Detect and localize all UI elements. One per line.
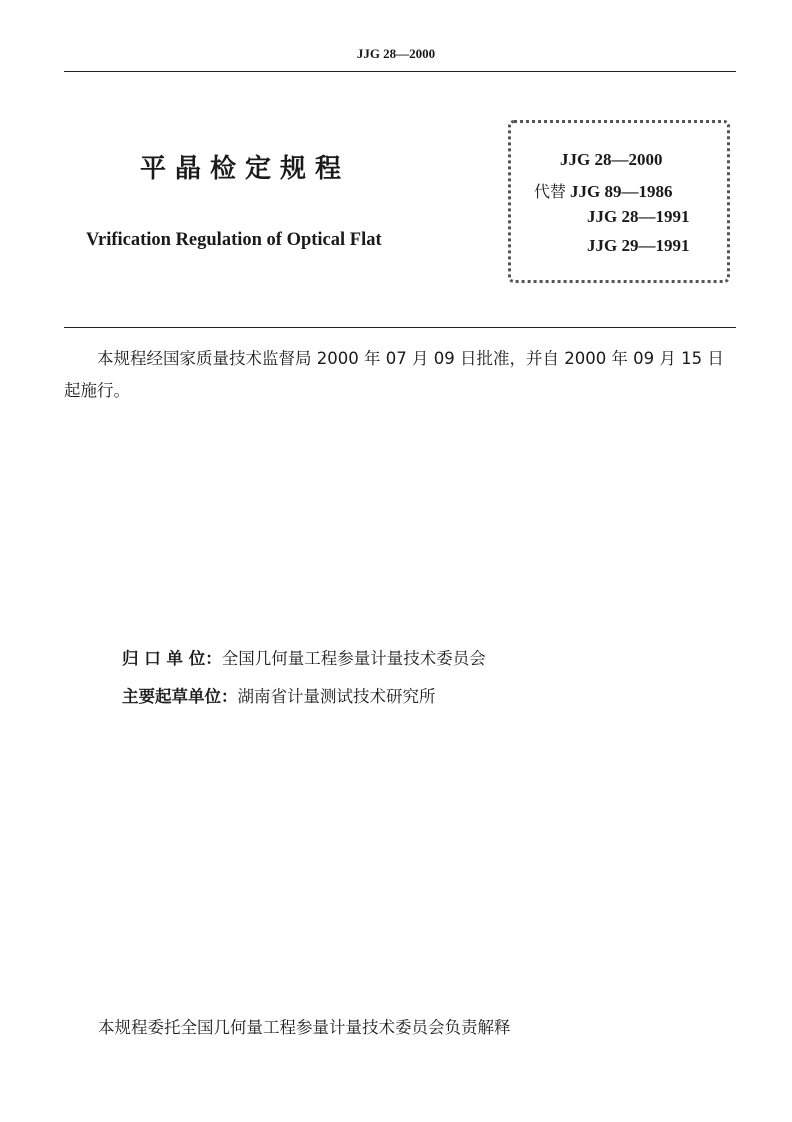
drafting-unit-value: 湖南省计量测试技术研究所 (237, 687, 436, 706)
interpretation-note: 本规程委托全国几何量工程参量计量技术委员会负责解释 (98, 1018, 511, 1037)
replaced-code-2: JJG 28—1991 (587, 207, 690, 226)
title-chinese: 平晶检定规程 (140, 154, 351, 184)
top-rule (64, 71, 736, 72)
title-english: Vrification Regulation of Optical Flat (86, 230, 382, 250)
replaced-code-3: JJG 29—1991 (587, 236, 690, 255)
code-box-line-2 (534, 179, 673, 202)
responsible-unit-field (122, 645, 486, 669)
responsible-unit-label: 归 口 单 位： (122, 649, 222, 668)
approval-statement: 本规程经国家质量技术监督局 2000 年 07 月 09 日批准，并自 2000 年 09 月 15 日起施行。 (64, 349, 724, 400)
header-standard-code: JJG 28—2000 (356, 46, 436, 61)
responsible-unit-value: 全国几何量工程参量计量技术委员会 (221, 649, 486, 668)
replaces-label: 代替 (534, 182, 567, 201)
code-box-line-1: JJG 28—2000 (560, 150, 663, 169)
replaced-code-1: JJG 89—1986 (570, 182, 673, 201)
drafting-unit-label: 主要起草单位： (122, 687, 238, 706)
middle-rule (64, 327, 736, 328)
standard-code-box (508, 120, 730, 283)
drafting-unit-field (122, 683, 436, 707)
